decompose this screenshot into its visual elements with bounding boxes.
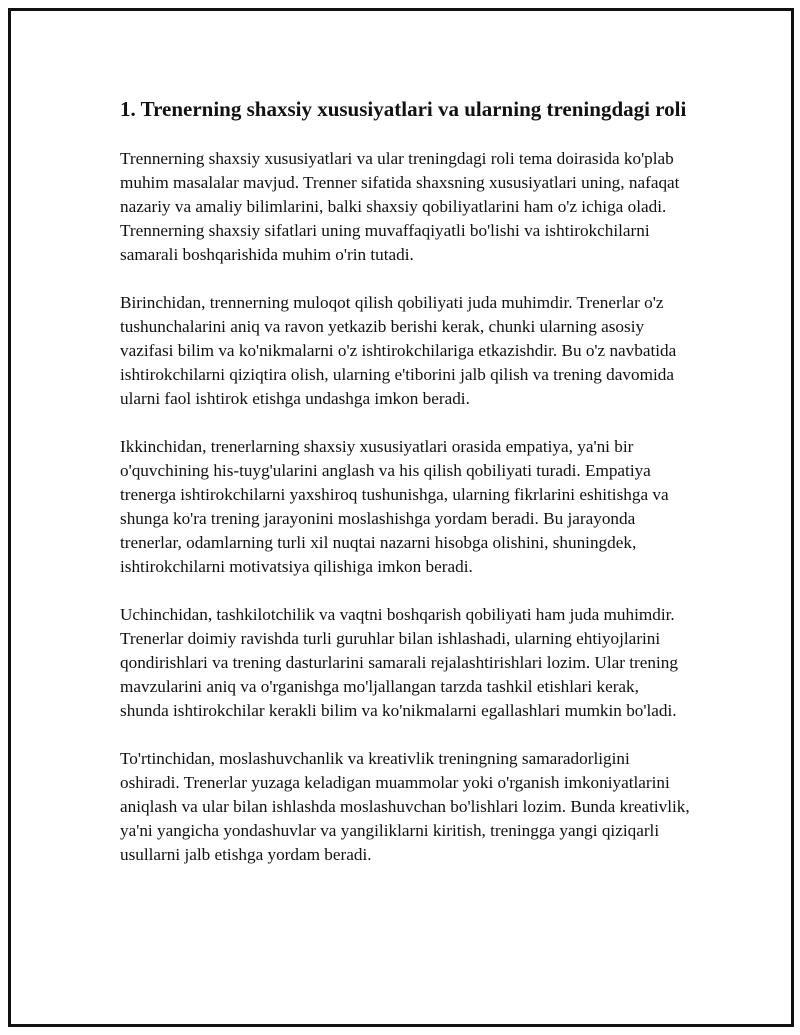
document-title: 1. Trenerning shaxsiy xususiyatlari va ularning treningdagi roli [120,97,687,121]
document-body [120,95,690,891]
paragraph-1: Trennerning shaxsiy xususiyatlari va ular treningdagi roli tema doirasida ko'plab muhim masalalar mavjud. Trenner sifatida shaxsning xususiyatlari uning, nafaqat nazariy va amaliy bilimlarini, balki shaxsiy qobiliyatlarini ham o'z ichiga oladi. Trennerning shaxsiy sifatlari uning muvaffaqiyatli bo'lishi va ishtirokchilarni samarali boshqarishida muhim o'rin tutadi. [120,149,680,264]
paragraph-3: Ikkinchidan, trenerlarning shaxsiy xususiyatlari orasida empatiya, ya'ni bir o'quvchining his-tuyg'ularini anglash va his qilish qobiliyati turadi. Empatiya trenerga ishtirokchilarni yaxshiroq tushunishga, ularning fikrlarini eshitishga va shunga ko'ra trening jarayonini moslashishga yordam beradi. Bu jarayonda trenerlar, odamlarning turli xil nuqtai nazarni hisobga olishini, shuningdek, ishtirokchilarni motivatsiya qilishiga imkon beradi. [120,437,669,576]
page-frame [8,8,794,1027]
paragraph-5: To'rtinchidan, moslashuvchanlik va kreativlik treningning samaradorligini oshiradi. Trenerlar yuzaga keladigan muammolar yoki o'rganish imkoniyatlarini aniqlash va ular bilan ishlashda moslashuvchan bo'lishlari lozim. Bunda kreativlik, ya'ni yangicha yondashuvlar va yangiliklarni kiritish, treningga yangi qiziqarli usullarni jalb etishga yordam beradi. [120,749,690,864]
paragraph-2: Birinchidan, trennerning muloqot qilish qobiliyati juda muhimdir. Trenerlar o'z tushunchalarini aniq va ravon yetkazib berishi kerak, chunki ularning asosiy vazifasi bilim va ko'nikmalarni o'z ishtirokchilariga etkazishdir. Bu o'z navbatida ishtirokchilarni qiziqtira olish, ularning e'tiborini jalb qilish va trening davomida ularni faol ishtirok etishga undashga imkon beradi. [120,293,677,408]
paragraph-4: Uchinchidan, tashkilotchilik va vaqtni boshqarish qobiliyati ham juda muhimdir. Trenerlar doimiy ravishda turli guruhlar bilan ishlashadi, ularning ehtiyojlarini qondirishlari va trening dasturlarini samarali rejalashtirishlari lozim. Ular trening mavzularini aniq va o'rganishga mo'ljallangan tarzda tashkil etishlari kerak, shunda ishtirokchilar kerakli bilim va ko'nikmalarni egallashlari mumkin bo'ladi. [120,605,678,720]
